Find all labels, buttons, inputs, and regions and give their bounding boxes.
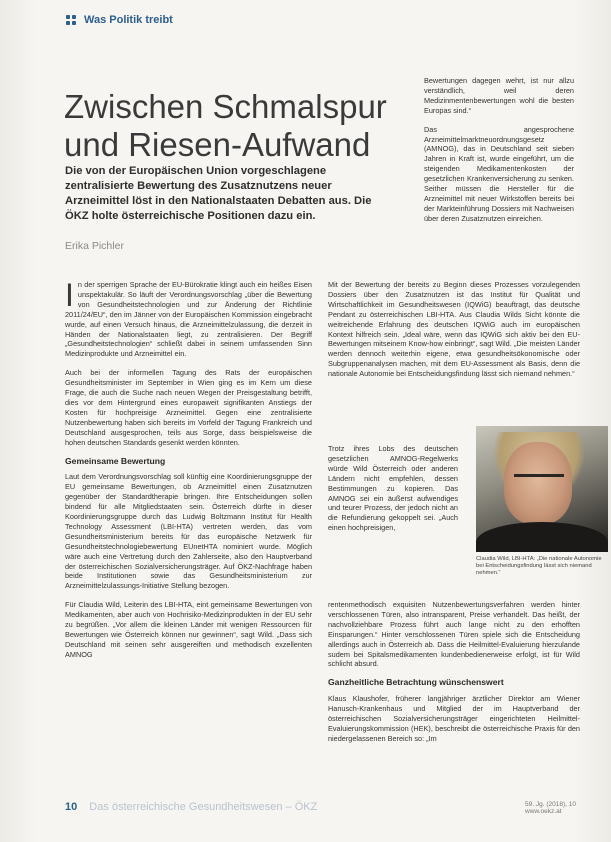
issue-info: 59. Jg. (2018), 10 www.oekz.at xyxy=(525,801,576,815)
page-footer xyxy=(65,800,605,814)
photo-caption: Claudia Wild, LBI-HTA: „Die nationale Autonomie bei Entscheidungsfindung lässt sich niemand nehmen.“ xyxy=(476,556,602,577)
paragraph: Bewertungen dagegen wehrt, ist nur allzu verständlich, weil deren Medizinmentenbewertungen wohl die besten Europas sind.“ xyxy=(424,76,574,115)
title-line-2: und Riesen-Aufwand xyxy=(64,126,371,164)
article-title xyxy=(64,88,404,164)
page-number: 10 xyxy=(65,801,78,813)
paragraph: Klaus Klaushofer, früherer langjähriger ärztlicher Direktor am Wiener Hanusch-Krankenhaus und Mitglied der im Hauptverband der österreichischen Sozialversicherungsträger eingerichteten Heilmittel-Evaluierungskommission (HEK), beschreibt die österreichische Praxis für den niedergelassenen Bereich so: „Im xyxy=(328,694,580,743)
rubric-label: Was Politik treibt xyxy=(84,14,173,26)
paragraph: Trotz ihres Lobs des deutschen gesetzlichen AMNOG-Regelwerks würde Wild Österreich oder anderen Ländern nicht empfehlen, dessen Bestimmungen zu kopieren. Das AMNOG sei ein äußerst aufwendiges und teurer Prozess, der jedoch nicht an die Refundierung gekoppelt sei. „Auch einen hochpreisigen, xyxy=(328,444,458,533)
paragraph: Auch bei der informellen Tagung des Rats der europäischen Gesundheitsminister im September in Wien ging es im Kern um diese Frage, die auch die Suche nach neuen Wegen der Preisgestaltung betrifft, dies vor dem Hintergrund eines europaweit signifikanten Anstiegs der Kosten für hochpreisige Arzneimittel. Gegen eine zentralisierte Nutzenbewertung haben sich bereits im Vorfeld der Tagung Frankreich und Deutschland ausgesprochen, teils aus Sorge, dass beispielsweise die hohen deutschen Standards gesenkt werden könnten. xyxy=(65,368,312,447)
middle-narrow-column xyxy=(328,444,458,542)
subheading-gemeinsame-bewertung: Gemeinsame Bewertung xyxy=(65,455,166,466)
left-column xyxy=(65,277,312,669)
paragraph: In der sperrigen Sprache der EU-Bürokratie klingt auch ein heißes Eisen unspektakulär. So läuft der Verordnungsvorschlag „über die Bewertung von Gesundheitstechnologien und zur Änderung der Richtlinie 2011/24/EU“, den im Jänner von der Europäischen Kommission eingebracht wurde, auf einen Versuch hinaus, die Arzneimittelzulassung, die derzeit in Händen der Nationalstaaten liegt, zu zentralisieren. Der Begriff „Gesundheitstechnologien“ schließt dabei in seinem umfassenden Sinn Medizinprodukte und Arzneimittel ein. xyxy=(65,277,312,359)
section-rubric xyxy=(66,14,173,26)
paragraph: Das angesprochene Arzneimittelmarktneuordnungsgesetz (AMNOG), das in Deutschland seit sieben Jahren in Kraft ist, wurde eingeführt, um die steigenden Medikamentenkosten der gesetzlichen Krankenversicherung zu senken. Seither müssen die Hersteller für die Arzneimittel mit neuer Wirkstoffen bereits bei der Markteinführung Dossiers mit Nachweisen über deren Zusatznutzen einreichen. xyxy=(424,124,574,223)
subheading-ganzheitliche-betrachtung: Ganzheitliche Betrachtung wünschenswert xyxy=(328,677,504,688)
drop-cap: I xyxy=(65,277,74,313)
paragraph: Für Claudia Wild, Leiterin des LBI-HTA, eint gemeinsame Bewertungen von Medikamenten, aber auch von Hochrisiko-Medizinprodukten in der EU sehr zu begrüßen. „Vor allem die kleinen Länder mit wenigen Ressourcen für Bewertungen wie Österreich können nur gewinnen“, sagt Wild. „Dass sich Deutschland mit seinen sehr ausgereiften und methodisch exzellenten AMNOG xyxy=(65,600,312,659)
portrait-photo xyxy=(476,426,608,552)
article-author: Erika Pichler xyxy=(65,240,124,252)
rubric-dots-icon xyxy=(66,15,76,25)
middle-bottom-column xyxy=(328,600,580,753)
magazine-title: Das österreichische Gesundheitswesen – ÖKZ xyxy=(89,801,318,813)
paragraph: Mit der Bewertung der bereits zu Beginn dieses Prozesses vorzulegenden Dossiers über den Zusatznutzen ist das Institut für Qualität und Wirtschaftlichkeit im Gesundheitswesen (IQWiG) beauftragt, das deutsche Pendant zu österreichischen LBI-HTA. Aus Claudia Wilds Sicht könnte die weitreichende Erfahrung des deutschen IQWiG auch im europäischen Kontext hilfreich sein. „Ideal wäre, wenn das IQWiG sich aktiv bei den EU-Bewertungen mitseinem Know-how einbringt“, sagt Wild. „Die meisten Länder werden dennoch weiterhin eigene, etwa gesundheitsökonomische oder Subgruppenanalysen machen, mit dem EU-Assessment als Basis, denn die nationale Autonomie bei Entscheidungsfindung lässt sich niemand nehmen.“ xyxy=(328,280,580,379)
paragraph: rentenmethodisch exquisiten Nutzenbewertungsverfahren werden hinter verschlossenen Türen, also intransparent, Preise verhandelt. Das heißt, der nachvollziehbare Prozess führt auch lange nicht zu den erhofften Einsparungen.“ Hinter verschlossenen Türen spiele sich die Entscheidung allerdings auch in Österreich ab. Dass die Heilmittel-Evaluierung hierzulande sudem bei Spitalsmedikamenten kundenbedienerweise erfolgt, ist für Wild schlicht absurd. xyxy=(328,600,580,669)
article-lead: Die von der Europäischen Union vorgeschlagene zentralisierte Bewertung des Zusatznutzens neuer Arzneimittel löst in den Nationalstaaten Debatten aus. Die ÖKZ holte österreichische Positionen dazu ein. xyxy=(65,165,372,222)
middle-top-column xyxy=(328,280,580,388)
right-top-column xyxy=(424,76,574,233)
paragraph: Laut dem Verordnungsvorschlag soll künftig eine Koordinierungsgruppe der EU gemeinsame Bewertungen, ob Arzneimittel einen Zusatznutzen gegenüber der Standardtherapie bringen. Ihre Entscheidungen sollen bindend für alle Mitgliedstaaten sein. Österreich dürfte in dieser Koordinierungsgruppe durch das Ludwig Boltzmann Institut für Health Technology Assessment (LBI-HTA) vertreten werden, das vom Gesundheitsministerium bereits für das europäische Netzwerk für Gesundheitstechnologiebewertung EUnetHTA nominiert wurde. Möglich wäre auch eine Vertretung durch den Zahlerseite, also den Hauptverband der österreichischen Sozialversicherungsträger. Auf ÖKZ-Nachfrage haben beide Institutionen sowie das Gesundheitsministerium zur Arzneimittelzulassungs-Initiative Stellung bezogen. xyxy=(65,472,312,591)
title-line-1: Zwischen Schmalspur xyxy=(64,88,387,126)
